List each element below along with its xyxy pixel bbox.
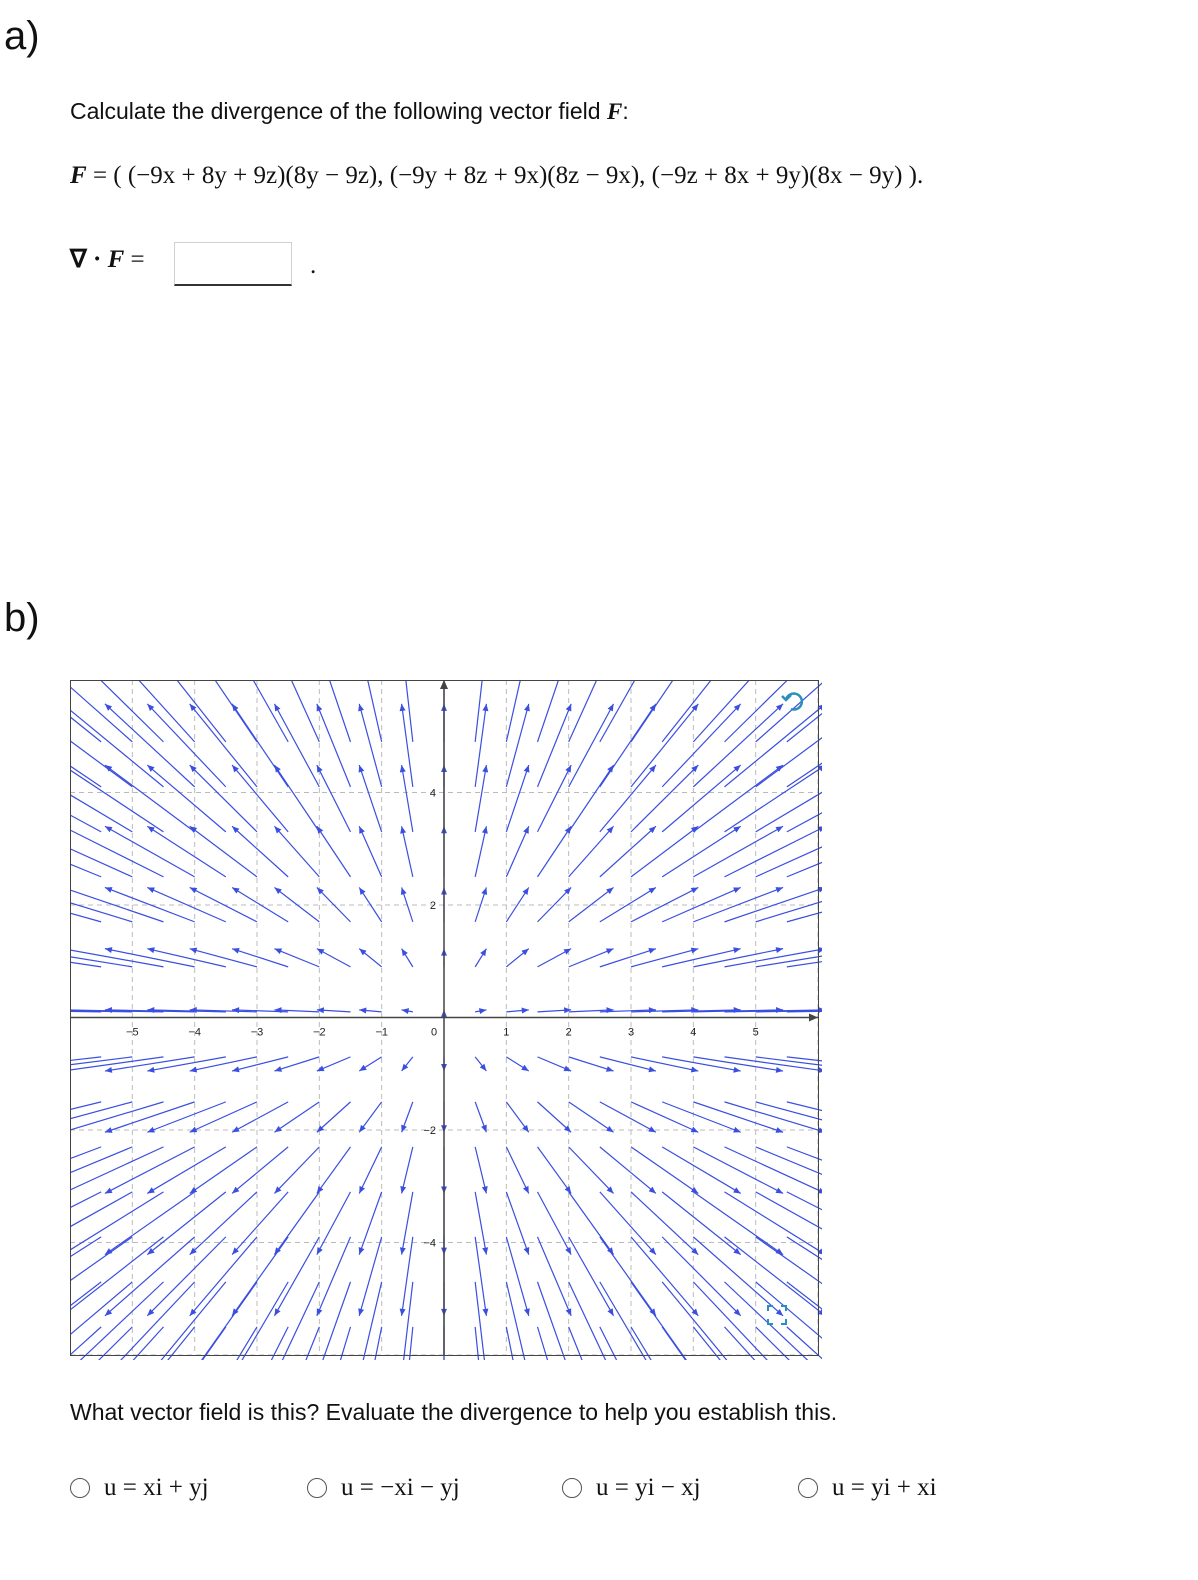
vector-arrow xyxy=(725,1282,823,1360)
vector-arrow xyxy=(274,1192,319,1255)
tick-labels xyxy=(126,788,759,1250)
vector-arrow xyxy=(631,1237,698,1316)
nabla-dot: ∇ · xyxy=(70,246,108,273)
vector-arrow xyxy=(70,1237,101,1316)
vector-arrow xyxy=(506,1007,528,1013)
vector-arrow xyxy=(400,826,413,877)
y-tick-label: −2 xyxy=(423,1125,436,1137)
vector-arrow xyxy=(725,680,823,742)
prompt-text: Calculate the divergence of the following vector field xyxy=(70,98,607,124)
x-tick-label: 2 xyxy=(565,1026,572,1039)
vector-arrow xyxy=(274,680,319,742)
vector-arrow xyxy=(70,1102,132,1133)
vector-arrow xyxy=(190,948,257,967)
option-3[interactable] xyxy=(562,1474,701,1502)
option-2[interactable] xyxy=(307,1474,460,1502)
vector-arrow xyxy=(274,1237,319,1316)
vector-arrow xyxy=(232,1147,288,1194)
vector-arrow xyxy=(359,1147,381,1194)
vector-arrow xyxy=(538,1237,572,1316)
vector-arrow xyxy=(569,826,614,877)
vector-arrow xyxy=(538,1057,572,1071)
y-tick-label: −4 xyxy=(423,1237,436,1250)
vector-arrow xyxy=(147,1147,226,1194)
vector-arrow xyxy=(147,947,226,967)
vector-arrow xyxy=(693,1147,783,1194)
vector-arrow xyxy=(475,704,488,787)
vector-arrow xyxy=(475,1008,486,1014)
reset-icon[interactable] xyxy=(782,694,802,710)
vector-arrow xyxy=(693,1192,783,1255)
vector-arrow xyxy=(317,949,351,967)
vector-arrow xyxy=(600,680,656,742)
vector-arrow xyxy=(190,1057,257,1073)
vector-arrow xyxy=(232,826,288,877)
vector-arrow xyxy=(147,1192,226,1255)
vector-arrow xyxy=(506,704,530,787)
prompt-symbol: F xyxy=(606,99,623,124)
vector-arrow xyxy=(190,1192,257,1255)
vector-arrow xyxy=(105,680,195,742)
vector-arrow xyxy=(70,1147,132,1194)
option-2-label: u = −xi − yj xyxy=(341,1474,460,1501)
vector-arrow xyxy=(475,949,486,967)
vector-arrow xyxy=(70,680,132,742)
vector-arrow xyxy=(569,1237,614,1316)
vector-arrow xyxy=(787,704,822,787)
vector-arrow xyxy=(756,765,822,832)
vector-arrow xyxy=(70,765,101,832)
vector-arrow xyxy=(401,1102,413,1132)
x-tick-label: −2 xyxy=(313,1026,326,1039)
vector-arrow xyxy=(401,887,413,921)
vector-arrow xyxy=(787,886,822,921)
x-tick-label: −1 xyxy=(375,1026,388,1039)
vector-arrow xyxy=(147,1102,226,1133)
vector-arrow xyxy=(70,1057,101,1073)
div-eq: = xyxy=(124,246,145,273)
vector-arrow xyxy=(475,826,488,877)
vector-arrow xyxy=(631,1057,698,1073)
vector-arrow xyxy=(105,1147,195,1194)
option-4[interactable] xyxy=(798,1474,937,1502)
vector-arrow xyxy=(662,1192,741,1255)
vector-arrow xyxy=(631,1102,698,1132)
vector-arrow xyxy=(506,1192,529,1255)
vector-arrow xyxy=(70,704,101,787)
vector-arrow xyxy=(787,1102,822,1134)
vector-arrow xyxy=(600,1147,656,1194)
vector-arrow xyxy=(662,1102,741,1133)
vector-arrow xyxy=(693,680,783,742)
vector-arrow xyxy=(506,1147,528,1194)
vector-arrow xyxy=(105,1192,195,1255)
vector-arrow xyxy=(693,826,783,877)
vector-arrow xyxy=(506,949,528,967)
vector-arrow xyxy=(569,1192,614,1255)
vector-arrow xyxy=(662,826,741,877)
vector-arrow xyxy=(600,826,656,877)
vector-arrow xyxy=(475,1192,488,1255)
vector-arrow xyxy=(359,949,381,967)
y-axis-arrowhead xyxy=(440,680,448,689)
x-axis-arrowhead xyxy=(809,1014,818,1022)
axes xyxy=(70,680,818,1355)
option-1-label: u = xi + yj xyxy=(104,1474,209,1501)
vector-arrow xyxy=(506,887,528,921)
vector-arrow xyxy=(70,826,132,877)
vector-arrow xyxy=(569,680,614,742)
field-rhs: = ( (−9x + 8y + 9z)(8y − 9z), (−9y + 8z + 9x)(8z − 9x), (−9z + 8x + 9y)(8x − 9y) ). xyxy=(86,162,924,189)
vector-arrow xyxy=(70,1192,101,1255)
vector-arrow xyxy=(232,680,288,742)
vector-arrow xyxy=(105,826,195,877)
vector-arrow xyxy=(787,1147,822,1194)
vector-arrow xyxy=(317,1007,351,1013)
vector-arrow xyxy=(756,1147,822,1194)
vector-arrow xyxy=(756,680,822,742)
vector-arrow xyxy=(274,1147,319,1194)
option-3-label: u = yi − xj xyxy=(596,1474,701,1501)
vector-arrow xyxy=(475,1147,487,1194)
vector-arrow xyxy=(600,1192,656,1255)
answer-trailing-dot: . xyxy=(310,252,317,279)
option-4-label: u = yi + xi xyxy=(832,1474,937,1501)
vector-arrow xyxy=(358,1282,382,1360)
radio-option-2[interactable] xyxy=(307,1478,327,1498)
vector-arrow xyxy=(359,1102,381,1132)
vector-arrows xyxy=(70,680,822,1360)
vector-arrow xyxy=(70,887,132,922)
vector-field-equation xyxy=(70,162,923,190)
vector-arrow xyxy=(662,947,741,967)
vector-arrow xyxy=(631,1192,698,1255)
vector-arrow xyxy=(317,1237,351,1316)
vector-arrow xyxy=(475,1057,486,1071)
vector-arrow xyxy=(190,826,257,877)
vector-arrow xyxy=(70,704,132,787)
vector-arrow xyxy=(787,1192,822,1255)
radio-option-4[interactable] xyxy=(798,1478,818,1498)
vector-arrow xyxy=(662,1057,741,1073)
field-lhs: F xyxy=(70,162,87,189)
vector-arrow xyxy=(569,1147,614,1194)
x-tick-label: −5 xyxy=(126,1026,139,1039)
vector-arrow xyxy=(506,826,528,877)
x-tick-label: 3 xyxy=(627,1026,635,1039)
vector-arrow xyxy=(317,826,351,877)
vector-arrow xyxy=(190,680,257,742)
vector-arrow xyxy=(316,1282,350,1360)
vector-arrow xyxy=(756,826,822,877)
x-tick-label: −4 xyxy=(188,1026,201,1039)
vector-arrow xyxy=(756,947,822,967)
vector-arrow xyxy=(506,1102,528,1132)
x-tick-label: 0 xyxy=(430,1026,438,1039)
div-symbol: F xyxy=(107,246,125,273)
option-1[interactable] xyxy=(70,1474,209,1502)
vector-arrow xyxy=(232,1282,288,1360)
vector-arrow xyxy=(631,680,698,742)
fullscreen-icon[interactable] xyxy=(768,1306,786,1324)
vector-arrow xyxy=(538,1282,572,1360)
vector-arrow xyxy=(147,1282,226,1360)
vector-arrow xyxy=(400,1192,413,1255)
vector-arrow xyxy=(662,1282,741,1360)
y-tick-label: 4 xyxy=(429,787,436,800)
vector-arrow xyxy=(787,826,822,877)
vector-arrow xyxy=(70,765,132,832)
divergence-answer-input[interactable] xyxy=(174,242,292,286)
vector-arrow xyxy=(402,949,413,967)
vector-arrow xyxy=(105,1237,195,1316)
vector-field-plot[interactable] xyxy=(70,680,822,1360)
prompt-suffix: : xyxy=(622,98,629,124)
vector-arrow xyxy=(317,1102,351,1132)
vector-arrow xyxy=(317,1057,351,1071)
vector-arrow xyxy=(274,1007,319,1013)
vector-arrow xyxy=(693,1237,783,1316)
vector-arrow xyxy=(569,1007,614,1013)
vector-arrow xyxy=(70,680,163,742)
vector-arrow xyxy=(756,1237,822,1316)
x-tick-label: 1 xyxy=(503,1026,510,1039)
vector-arrow xyxy=(190,1282,257,1360)
vector-arrow xyxy=(317,887,351,921)
vector-arrow xyxy=(631,948,698,967)
vector-arrow xyxy=(506,1057,528,1071)
part-a-prompt xyxy=(70,98,629,125)
vector-arrow xyxy=(359,1057,381,1071)
vector-arrow xyxy=(787,1282,822,1360)
vector-arrow xyxy=(662,1147,741,1194)
vector-arrow xyxy=(147,826,226,877)
vector-arrow xyxy=(358,704,382,787)
vector-arrow xyxy=(147,1237,226,1316)
vector-arrow xyxy=(756,1192,822,1255)
vector-arrow xyxy=(631,826,698,877)
y-tick-label: 2 xyxy=(429,900,436,912)
vector-arrow xyxy=(600,1237,656,1316)
vector-arrow xyxy=(569,1102,614,1132)
vector-arrow xyxy=(538,1007,572,1013)
vector-arrow xyxy=(359,1192,382,1255)
x-tick-label: 5 xyxy=(752,1026,759,1039)
vector-arrow xyxy=(538,1102,572,1132)
vector-arrow xyxy=(70,1192,132,1255)
vector-arrow xyxy=(70,1282,163,1360)
radio-option-1[interactable] xyxy=(70,1478,90,1498)
vector-arrow xyxy=(475,1102,487,1132)
vector-arrow xyxy=(70,947,101,967)
vector-arrow xyxy=(631,1282,698,1360)
vector-arrow xyxy=(538,1147,572,1194)
vector-arrow xyxy=(402,1008,413,1014)
vector-arrow xyxy=(538,680,572,742)
vector-arrow xyxy=(70,1282,132,1360)
divergence-row xyxy=(70,244,145,274)
vector-arrow xyxy=(232,1192,288,1255)
vector-arrow xyxy=(359,1007,381,1013)
vector-arrow xyxy=(631,1147,698,1194)
vector-arrow xyxy=(147,1057,226,1073)
vector-arrow xyxy=(232,1237,288,1316)
vector-arrow xyxy=(400,1147,412,1194)
vector-arrow xyxy=(190,1237,257,1316)
vector-arrow xyxy=(317,1192,351,1255)
vector-arrow xyxy=(600,1282,656,1360)
part-b-label: b) xyxy=(4,596,40,640)
vector-arrow xyxy=(538,826,572,877)
vector-arrow xyxy=(190,1147,257,1194)
vector-arrow xyxy=(274,1102,319,1132)
vector-arrow xyxy=(70,1237,132,1316)
part-b-question: What vector field is this? Evaluate the divergence to help you establish this. xyxy=(70,1399,838,1425)
vector-arrow xyxy=(506,1282,530,1360)
vector-arrow xyxy=(662,1237,741,1316)
vector-arrow xyxy=(400,704,413,787)
vector-arrow xyxy=(538,1192,572,1255)
vector-arrow xyxy=(190,1102,257,1132)
vector-arrow xyxy=(538,949,572,967)
x-tick-label: −3 xyxy=(250,1026,264,1039)
radio-option-3[interactable] xyxy=(562,1478,582,1498)
vector-arrow xyxy=(274,826,319,877)
vector-arrow xyxy=(359,826,381,877)
vector-arrow xyxy=(316,680,350,742)
x-tick-label: 4 xyxy=(690,1026,697,1039)
vector-arrow xyxy=(317,1147,351,1194)
part-a-label: a) xyxy=(4,14,40,58)
vector-arrow xyxy=(402,1057,413,1071)
answer-options xyxy=(0,1474,1198,1510)
